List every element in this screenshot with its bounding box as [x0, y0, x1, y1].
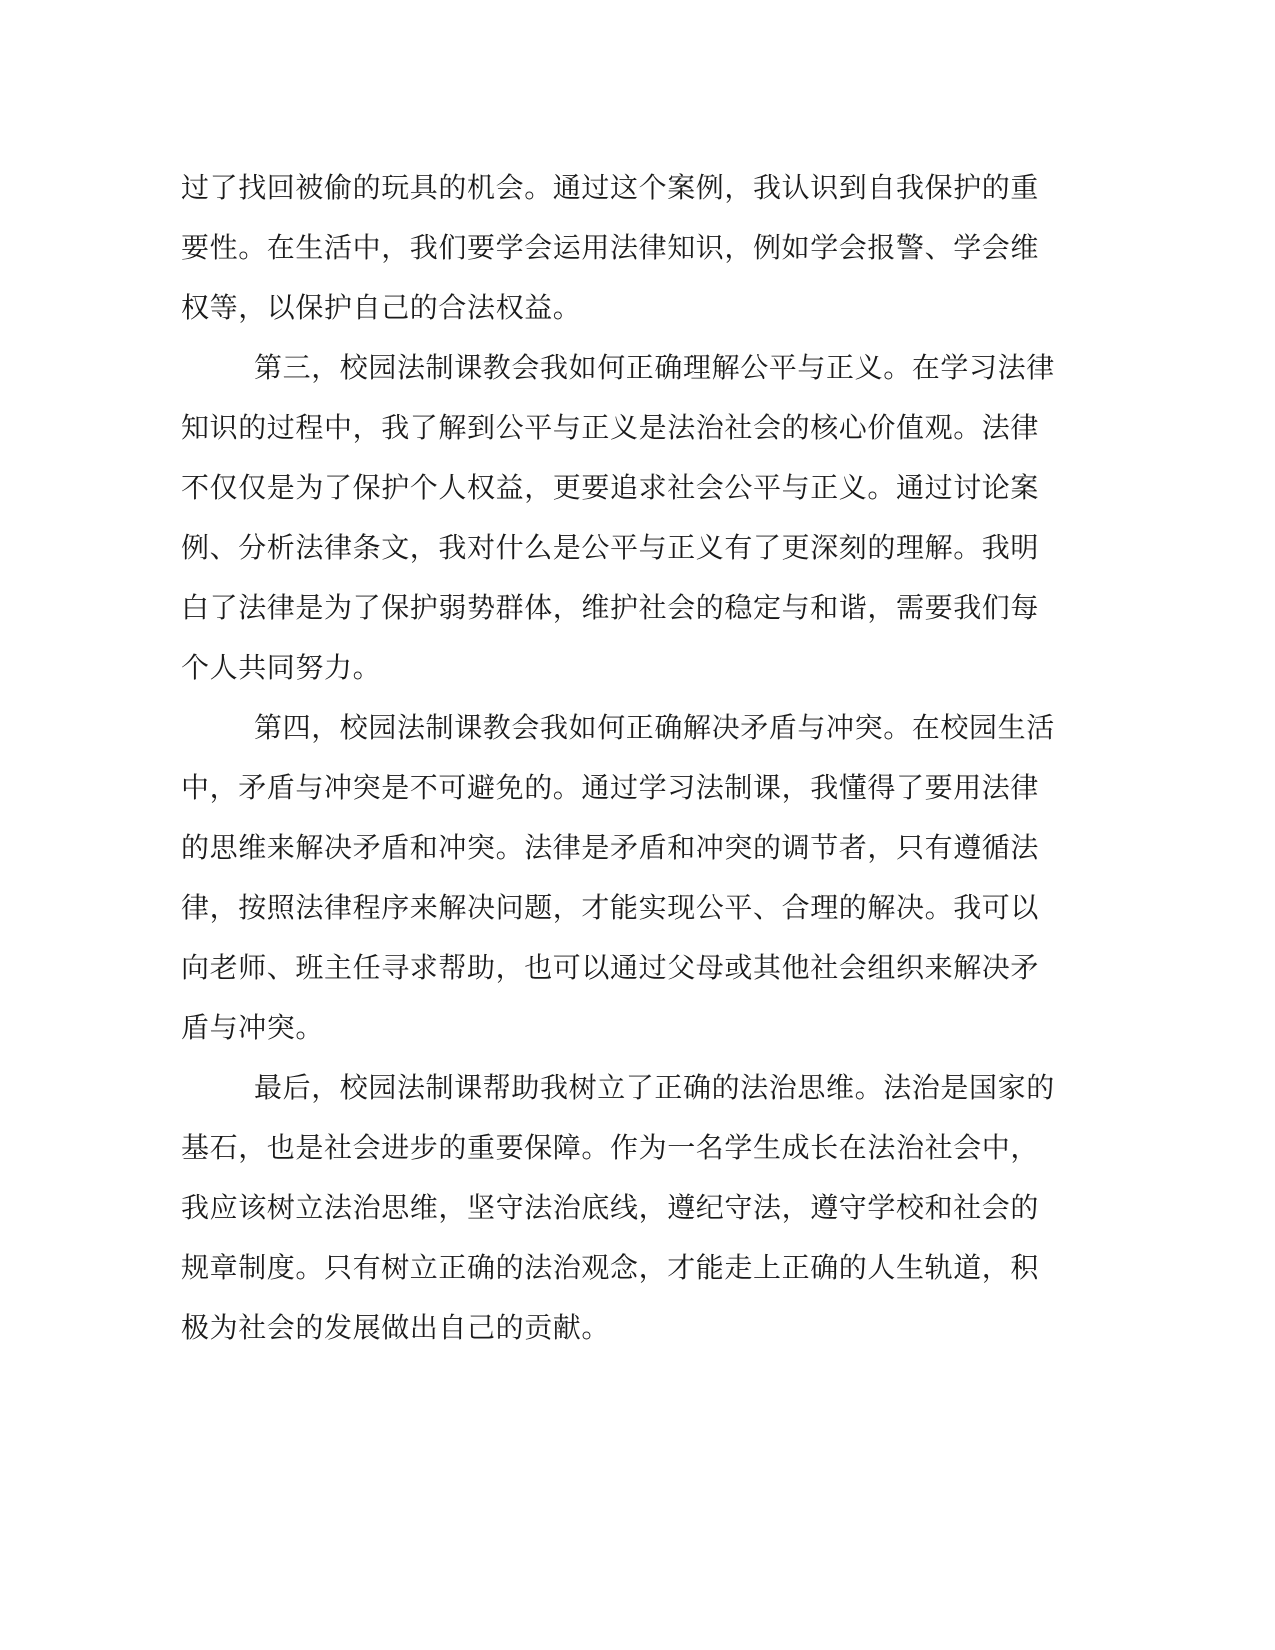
paragraph-first-line: 第三，校园法制课教会我如何正确理解公平与正义。在学习法律 — [254, 351, 1055, 384]
paragraph-first-line: 最后，校园法制课帮助我树立了正确的法治思维。法治是国家的 — [254, 1071, 1055, 1104]
text-line: 向老师、班主任寻求帮助，也可以通过父母或其他社会组织来解决矛 — [181, 951, 1040, 984]
text-line: 盾与冲突。 — [181, 1011, 325, 1044]
text-line: 白了法律是为了保护弱势群体，维护社会的稳定与和谐，需要我们每 — [181, 591, 1040, 624]
text-line: 例、分析法律条文，我对什么是公平与正义有了更深刻的理解。我明 — [181, 531, 1040, 564]
text-line: 中，矛盾与冲突是不可避免的。通过学习法制课，我懂得了要用法律 — [181, 771, 1040, 804]
text-line: 权等，以保护自己的合法权益。 — [181, 291, 582, 324]
paragraph-first-line: 第四，校园法制课教会我如何正确解决矛盾与冲突。在校园生活 — [254, 711, 1055, 744]
text-line: 律，按照法律程序来解决问题，才能实现公平、合理的解决。我可以 — [181, 891, 1040, 924]
text-line: 我应该树立法治思维，坚守法治底线，遵纪守法，遵守学校和社会的 — [181, 1191, 1040, 1224]
text-line: 不仅仅是为了保护个人权益，更要追求社会公平与正义。通过讨论案 — [181, 471, 1040, 504]
text-line: 个人共同努力。 — [181, 651, 382, 684]
text-line: 的思维来解决矛盾和冲突。法律是矛盾和冲突的调节者，只有遵循法 — [181, 831, 1040, 864]
text-line: 知识的过程中，我了解到公平与正义是法治社会的核心价值观。法律 — [181, 411, 1040, 444]
document-body — [181, 158, 1055, 1358]
text-line: 规章制度。只有树立正确的法治观念，才能走上正确的人生轨道，积 — [181, 1251, 1040, 1284]
text-line: 要性。在生活中，我们要学会运用法律知识，例如学会报警、学会维 — [181, 231, 1040, 264]
text-line: 基石，也是社会进步的重要保障。作为一名学生成长在法治社会中， — [181, 1131, 1040, 1164]
text-line: 极为社会的发展做出自己的贡献。 — [181, 1311, 611, 1344]
text-line: 过了找回被偷的玩具的机会。通过这个案例，我认识到自我保护的重 — [181, 171, 1040, 204]
